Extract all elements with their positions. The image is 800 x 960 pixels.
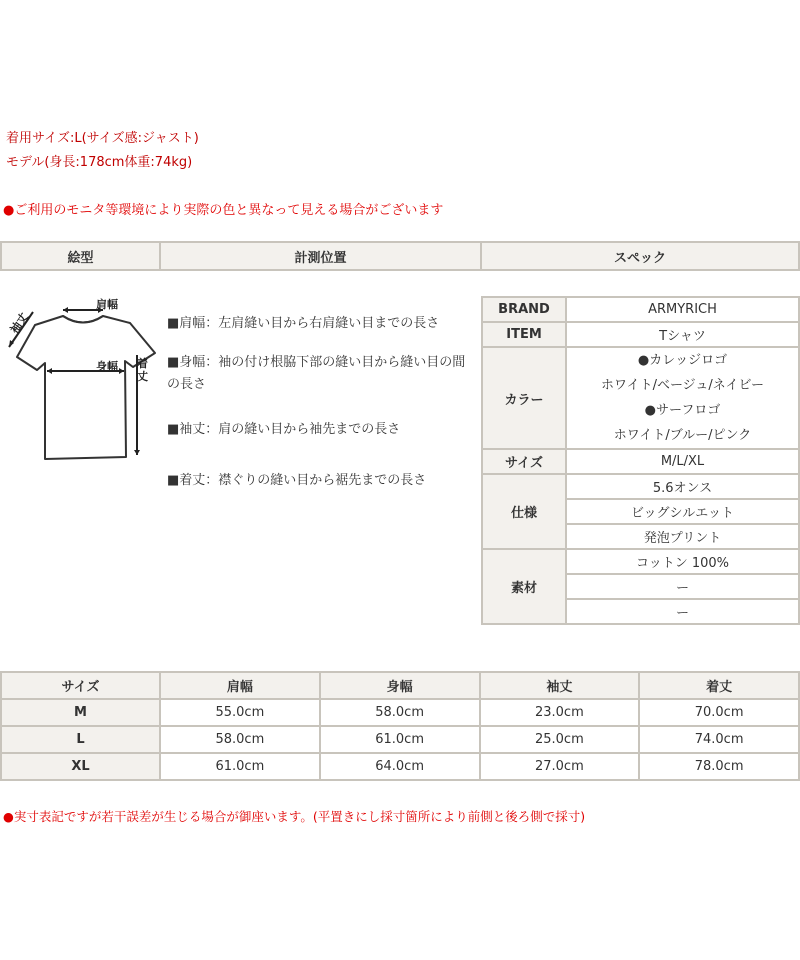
size-cell: 61.0cm: [320, 726, 480, 753]
spec-label-brand: BRAND: [482, 297, 566, 322]
spec-item: Tシャツ: [566, 322, 799, 347]
measure-sleeve: ■袖丈：肩の縫い目から袖先までの長さ: [167, 422, 401, 437]
size-cell: 58.0cm: [320, 699, 480, 726]
size-row-m: [1, 699, 799, 726]
arrow-head: [63, 307, 68, 313]
spec-label-size: サイズ: [482, 449, 566, 474]
size-cell: 25.0cm: [480, 726, 640, 753]
header-pattern: 絵型: [1, 242, 160, 270]
measure-shoulder: ■肩幅：左肩縫い目から右肩縫い目までの長さ: [167, 316, 440, 331]
arrow-head: [134, 450, 140, 455]
size-table-header: [1, 672, 799, 699]
header-measure-position: 計測位置: [160, 242, 481, 270]
size-header: 身幅: [320, 672, 480, 699]
color-line: ホワイト/ブルー/ピンク: [613, 428, 752, 443]
measure-body-width: ■身幅：袖の付け根脇下部の縫い目から縫い目の間の長さ: [167, 355, 466, 392]
label-body-width: 身幅: [96, 360, 118, 373]
spec-material: コットン 100%: [566, 549, 799, 574]
size-cell: 64.0cm: [320, 753, 480, 780]
color-line: ホワイト/ベージュ/ネイビー: [600, 378, 765, 393]
spec-row-brand: [482, 297, 799, 322]
spec-detail: 発泡プリント: [566, 524, 799, 549]
label-sleeve: 袖丈: [7, 310, 32, 337]
size-cell: 27.0cm: [480, 753, 640, 780]
size-cell: 55.0cm: [160, 699, 320, 726]
size-row-l: [1, 726, 799, 753]
spec-row-color: [482, 347, 799, 449]
spec-colors: [566, 347, 799, 449]
spec-row-item: [482, 322, 799, 347]
spec-table: [481, 296, 800, 625]
size-row-xl: [1, 753, 799, 780]
spec-label-details: 仕様: [482, 474, 566, 549]
size-cell: 74.0cm: [639, 726, 799, 753]
spec-brand: ARMYRICH: [566, 297, 799, 322]
tshirt-outline: [17, 316, 155, 459]
model-info: モデル(身長:178cm体重:74kg): [6, 155, 193, 170]
size-header: 着丈: [639, 672, 799, 699]
color-line: ●サーフロゴ: [644, 403, 721, 418]
spec-row-details: [482, 474, 799, 499]
size-cell: 23.0cm: [480, 699, 640, 726]
spec-detail: 5.6オンス: [566, 474, 799, 499]
size-header: サイズ: [1, 672, 160, 699]
monitor-notice: ●ご利用のモニタ等環境により実際の色と異なって見える場合がございます: [3, 203, 444, 218]
spec-material: ー: [566, 599, 799, 624]
spec-label-material: 素材: [482, 549, 566, 624]
spec-label-color: カラー: [482, 347, 566, 449]
size-header: 袖丈: [480, 672, 640, 699]
size-cell: 70.0cm: [639, 699, 799, 726]
header-spec: スペック: [481, 242, 799, 270]
spec-label-item: ITEM: [482, 322, 566, 347]
measurement-notice: ●実寸表記ですが若干誤差が生じる場合が御座います。(平置きにし採寸箇所により前側と後ろ側で採寸): [3, 809, 586, 824]
measure-length: ■着丈：襟ぐりの縫い目から裾先までの長さ: [167, 473, 427, 488]
size-cell: 58.0cm: [160, 726, 320, 753]
label-shoulder: 肩幅: [96, 298, 118, 311]
spec-sizes: M/L/XL: [566, 449, 799, 474]
size-cell: M: [1, 699, 160, 726]
size-cell: 78.0cm: [639, 753, 799, 780]
label-length-top: 着: [137, 357, 148, 370]
size-table: [0, 671, 800, 781]
model-size-worn: 着用サイズ:L(サイズ感:ジャスト): [6, 131, 199, 146]
label-length-bottom: 丈: [137, 370, 148, 383]
section-header: [0, 241, 800, 271]
size-cell: 61.0cm: [160, 753, 320, 780]
size-header: 肩幅: [160, 672, 320, 699]
spec-row-size: [482, 449, 799, 474]
size-cell: XL: [1, 753, 160, 780]
spec-detail: ビッグシルエット: [566, 499, 799, 524]
color-line: ●カレッジロゴ: [637, 353, 728, 368]
spec-row-material: [482, 549, 799, 574]
spec-material: ー: [566, 574, 799, 599]
size-cell: L: [1, 726, 160, 753]
